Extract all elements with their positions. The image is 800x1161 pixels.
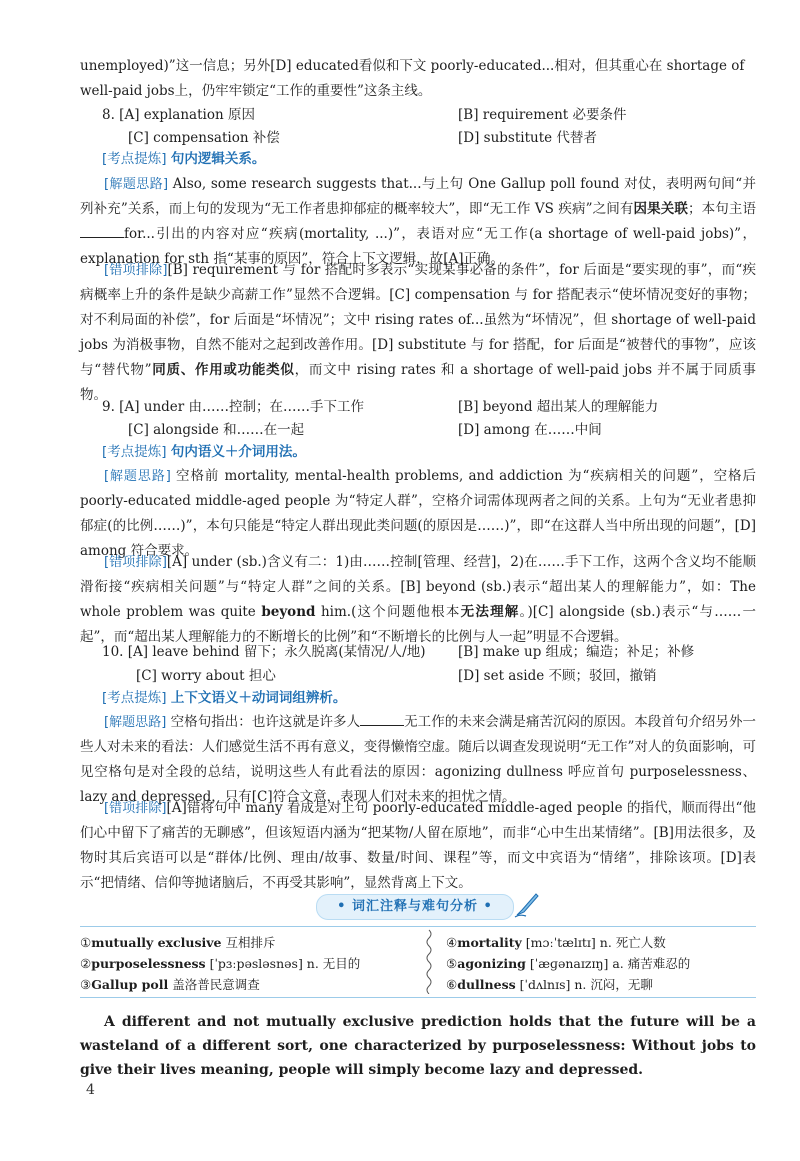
q9-elimination (80, 550, 756, 650)
q10-kaodian (102, 686, 346, 710)
banner-dot-right: • (483, 899, 493, 914)
q8-cuoxiang-label: [错项排除] (104, 263, 168, 278)
vocab-item-6 (446, 974, 653, 995)
vocab-word: agonizing (457, 956, 526, 971)
example-sentence: A different and not mutually exclusive prediction holds that the future will be a wasteland of a different sort, one characterized by purposelessness: Without jobs to give their lives meaning, people will simply become lazy and depressed. (80, 1014, 756, 1078)
vocab-item-1 (80, 932, 275, 953)
vocab-num: ④ (446, 935, 458, 950)
vocab-word: dullness (457, 977, 516, 992)
page-number: 4 (86, 1082, 95, 1098)
q8-jieti-label: [解题思路] (104, 177, 169, 192)
q8-jieti-part2a: ；本句主语 (688, 201, 757, 217)
q9-option-b: [B] beyond 超出某人的理解能力 (458, 399, 659, 415)
vocab-top-rule (80, 926, 756, 927)
q8-elimination (80, 258, 756, 408)
vocab-num: ③ (80, 977, 92, 992)
vocab-word: Gallup poll (91, 977, 169, 992)
q10-option-c: [C] worry about 担心 (136, 668, 276, 684)
q8-option-c: [C] compensation 补偿 (128, 130, 280, 146)
vocab-num: ② (80, 956, 92, 971)
vocab-section-title (337, 899, 493, 914)
vocab-item-2 (80, 953, 360, 974)
vocab-divider (424, 928, 434, 994)
q9-cuoxiang-label: [错项排除] (104, 555, 167, 570)
q9-option-a: 9. [A] under 由……控制；在……手下工作 (102, 399, 365, 415)
q8-option-b: [B] requirement 必要条件 (458, 107, 627, 123)
q8-jieti-part1: Also, some research suggests that...与上句 One Gallup poll found 对仗，表明两句间“并列补充”关系，而上句的发现为“无工作者患抑郁症的概率较大”，即“无工作 VS 疾病”之间有 (80, 176, 756, 217)
q8-option-a: 8. [A] explanation 原因 (102, 107, 255, 123)
q8-cuoxiang-bold: 同质、作用或功能类似 (151, 362, 295, 378)
q9-cuoxiang-part2: him.(这个问题他根本 (315, 604, 461, 620)
vocab-section-title-text: 词汇注释与难句分析 (351, 899, 478, 914)
q9-option-d: [D] among 在……中间 (458, 422, 602, 438)
q10-option-b: [B] make up 组成；编造；补足；补修 (458, 644, 695, 660)
q8-kaodian-text: 句内逻辑关系。 (170, 151, 266, 167)
q8-option-d: [D] substitute 代替者 (458, 130, 597, 146)
vocab-num: ⑥ (446, 977, 458, 992)
q10-jieti-part2: 无工作的未来会满是痛苦沉闷的原因。本段首句介绍另外一些人对未来的看法：人们感觉生活不再有意义，变得懒惰空虚。随后以调查发现说明“无工作”对人的负面影响，可见空格句是对全段的总结，说明这些人有此看法的原因：agonizing dullness 呼应首句 purposelessness、lazy and depressed，只有[C]符合文意，表现人们对未来的担忧之情。 (80, 714, 756, 805)
q9-kaodian-label: [考点提炼] (102, 444, 167, 460)
vocab-def: [mɔːˈtælɪtɪ] n. 死亡人数 (521, 935, 666, 950)
vocab-num: ① (80, 935, 92, 950)
q10-option-d: [D] set aside 不顾；驳回，撤销 (458, 668, 657, 684)
q10-cuoxiang-label: [错项排除] (104, 801, 167, 816)
q9-cuoxiang-part1: [A] under (sb.)含义有二：1)由……控制[管理、经营]，2)在……手下工作，这两个含义均不能顺滑衔接“疾病相关问题”与“特定人群”之间的关系。[B] beyond (sb.)表示“超出某人的理解能力”，如：The whole problem was quite (80, 554, 756, 620)
q9-option-c: [C] alongside 和……在一起 (128, 422, 305, 438)
q10-jieti-part1: 空格句指出：也许这就是许多人 (166, 714, 361, 730)
q9-kaodian (102, 440, 306, 464)
q8-cuoxiang-part1: [B] requirement 与 for 搭配时多表示“实现某事必备的条件”，for 后面是“要实现的事”，而“疾病概率上升的条件是缺少高薪工作”显然不合逻辑。[C] compensation 与 for 搭配表示“使坏情况变好的事物；对不利局面的补偿”，for 后面是“坏情况”；文中 rising rates of...虽然为“坏情况”，但 shortage of well-paid jobs 为消极事物，自然不能对之起到改善作用。[D] substitute 与 for 搭配，for 后面是“被替代的事物”，应该与“替代物” (80, 262, 756, 378)
vocab-word: mutually exclusive (91, 935, 222, 950)
vocab-section-banner (316, 894, 514, 920)
pen-icon (514, 890, 540, 918)
vocab-bottom-rule (80, 997, 756, 998)
banner-dot-left: • (337, 899, 347, 914)
q10-elimination (80, 796, 756, 896)
vocab-def: [ˈdʌlnɪs] n. 沉闷，无聊 (515, 977, 653, 992)
q9-jieti-label: [解题思路] (104, 469, 171, 484)
q10-option-a: 10. [A] leave behind 留下；永久脱离(某情况/人/地) (102, 644, 426, 660)
intro-paragraph (80, 54, 756, 104)
q8-kaodian-label: [考点提炼] (102, 151, 167, 167)
q9-jieti-text: 空格前 mortality, mental-health problems, and addiction 为“疾病相关的问题”，空格后 poorly-educated middle-aged people 为“特定人群”，空格介词需体现两者之间的关系。上句为“无业者患抑郁症(的比例……)”，本句只能是“特定人群出现此类问题(的原因是……)”，即“在这群人当中所出现的问题”，[D] among 符合要求。 (80, 468, 756, 559)
vocab-def: [ˈæɡənaɪzɪŋ] a. 痛苦难忍的 (525, 956, 691, 971)
vocab-item-4 (446, 932, 666, 953)
q9-analysis (80, 464, 756, 564)
q8-blank (80, 223, 124, 238)
q10-analysis (80, 710, 756, 810)
intro-line-2: well-paid jobs上，仍牢牢锁定“工作的重要性”这条主线。 (80, 83, 432, 99)
vocab-def: 互相排斥 (221, 935, 276, 950)
vocab-word: purposelessness (91, 956, 206, 971)
q10-cuoxiang-text: [A]错将句中 many 看成是对上句 poorly-educated middle-aged people 的指代，顺而得出“他们心中留下了痛苦的无聊感”，但该短语内涵为“把某物/人留在原地”，而非“心中生出某情绪”。[B]用法很多，及物时其后宾语可以是“群体/比例、理由/故事、数量/时间、课程”等，而文中宾语为“情绪”，排除该项。[D]表示“把情绪、信仰等抛诸脑后，不再受其影响”，显然背离上下文。 (80, 800, 756, 891)
q10-blank (360, 711, 404, 726)
q9-kaodian-text: 句内语义＋介词用法。 (170, 444, 306, 460)
q8-jieti-bold: 因果关联 (633, 201, 689, 217)
q8-kaodian (102, 147, 265, 171)
q10-kaodian-text: 上下文语义＋动词词组辨析。 (170, 690, 347, 706)
vocab-num: ⑤ (446, 956, 458, 971)
q8-jieti-part2b: for...引出的内容对应“疾病(mortality, ...)”，表语对应“无工作(a shortage of well-paid jobs)”，explanation for sth 指“某事的原因”，符合上下文逻辑，故[A]正确。 (80, 226, 756, 267)
vocab-item-3 (80, 974, 260, 995)
q9-cuoxiang-part3: 。)[C] alongside (sb.)表示“与……一起”，而“超出某人理解能力的不断增长的比例”和“不断增长的比例与人一起”明显不合逻辑。 (80, 604, 756, 645)
vocab-def: [ˈpɜːpəsləsnəs] n. 无目的 (205, 956, 361, 971)
q9-cuoxiang-bold2: 无法理解 (460, 604, 520, 620)
vocab-def: 盖洛普民意调查 (168, 977, 260, 992)
q10-jieti-label: [解题思路] (104, 715, 167, 730)
vocab-word: mortality (457, 935, 522, 950)
vocab-item-5 (446, 953, 690, 974)
q8-cuoxiang-part2: ，而文中 rising rates 和 a shortage of well-paid jobs 并不属于同质事物。 (80, 362, 756, 403)
q9-cuoxiang-bold1: beyond (261, 604, 316, 620)
intro-line-1: unemployed)”这一信息；另外[D] educated看似和下文 poorly-educated...相对，但其重心在 shortage of (80, 58, 745, 74)
q10-kaodian-label: [考点提炼] (102, 690, 167, 706)
q8-analysis (80, 172, 756, 272)
